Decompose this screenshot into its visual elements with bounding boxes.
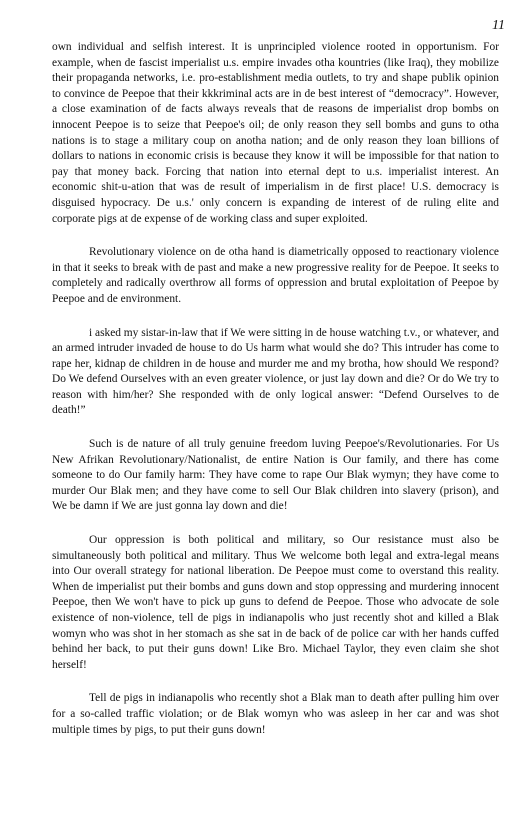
body-text bbox=[52, 40, 499, 756]
paragraph-1: own individual and selfish interest. It is unprincipled violence rooted in opportunism. For example, when de fascist imperialist u.s. empire invades otha kountries (like Iraq), they mobilize their propaganda networks, i.e. pro-establishment media outlets, to try and shape publik opinion to convince de Peepoe that their kkkriminal acts are in de best interest of “democracy”. However, a close examination of de facts always reveals that de reasons de imperialist drop bombs on innocent Peepoe is to seize that Peepoe's oil; de only reason they sell bombs and guns to otha nations is to stage a military coup on anotha nation; and de only reason they loan billions of dollars to nations in economic crisis is because they know it will be impossible for that nation to pay that money back. Forcing that nation into eternal dept to u.s. imperialist interest. An economic shit-u-ation that was de result of imperialism in de first place! U.S. democracy is disguised hypocracy. De u.s.' only concern is expanding de interest of de ruling elite and corporate pigs at de expense of de working class and super exploited. bbox=[52, 41, 499, 225]
paragraph-4: Such is de nature of all truly genuine freedom luving Peepoe's/Revolutionaries. For Us New Afrikan Revolutionary/Nationalist, de entire Nation is Our family, and there has come someone to do Our family harm: They have come to rape Our Blak wymyn; they have come to murder Our Blak men; and they have come to sell Our Blak children into slavery (prison), and We be damn if We are just gonna lay down and die! bbox=[52, 438, 499, 513]
paragraph-3: i asked my sistar-in-law that if We were sitting in de house watching t.v., or whatever, and an armed intruder invaded de house to do Us harm what would she do? This intruder has come to rape her, kidnap de children in de house and murder me and my brotha, how should We respond? Do We defend Ourselves with an even greater violence, or just lay down and die? Or do We try to reason with him/her? She responded with de only logical answer: “Defend Ourselves to de death!” bbox=[52, 326, 499, 417]
page-number: 11 bbox=[492, 18, 505, 33]
paragraph-5: Our oppression is both political and military, so Our resistance must also be simultaneously both political and military. Thus We welcome both legal and extra-legal means into Our overall strategy for national liberation. De Peepoe must come to overstand this reality. When de imperialist put their bombs and guns down and stop oppressing and murdering innocent Peepoe, then We won't have to pick up guns to defend de Peepoe. Those who advocate de sole existence of non-violence, tell de pigs in indianapolis who just recently shot and killed a Blak womyn who was shot in her stomach as she sat in de back of de police car with her hands cuffed behind her back, to put their guns down! Like Bro. Michael Taylor, they even claim she shot herself! bbox=[52, 534, 499, 671]
paragraph-2: Revolutionary violence on de otha hand is diametrically opposed to reactionary violence in that it seeks to break with de past and make a new progressive reality for de Peepoe. It seeks to completely and radically overthrow all forms of oppression and brutal exploitation of Peepoe by Peepoe and de environment. bbox=[52, 246, 499, 305]
paragraph-6: Tell de pigs in indianapolis who recently shot a Blak man to death after pulling him over for a so-called traffic violation; or de Blak womyn who was asleep in her car and was shot multiple times by pigs, to put their guns down! bbox=[52, 692, 499, 736]
